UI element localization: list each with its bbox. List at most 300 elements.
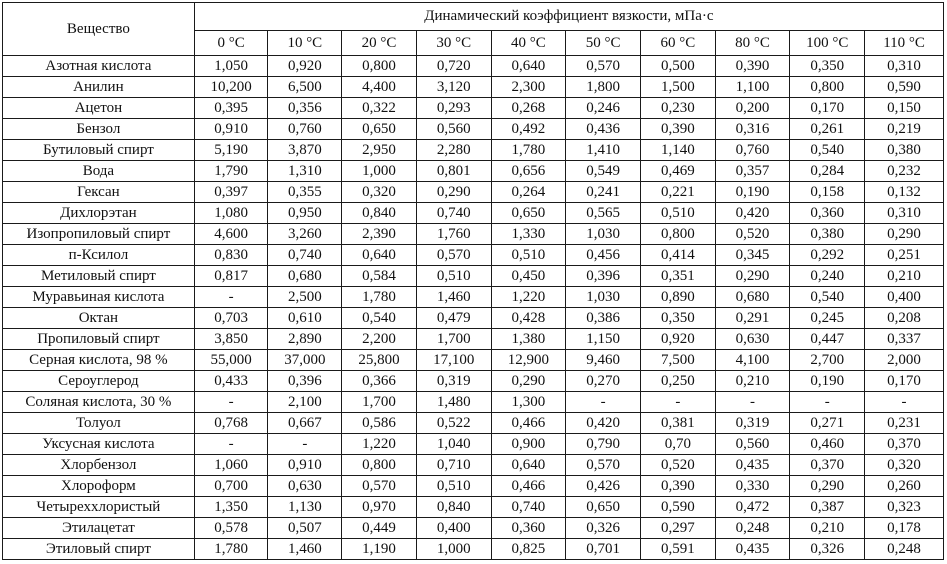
viscosity-value-cell: 2,100 — [268, 392, 342, 413]
substance-name-cell: п-Ксилол — [3, 245, 195, 266]
viscosity-value-cell: 0,390 — [640, 476, 715, 497]
viscosity-value-cell: 5,190 — [194, 140, 268, 161]
table-row — [3, 182, 944, 203]
viscosity-value-cell: 4,400 — [342, 77, 417, 98]
viscosity-value-cell: 0,360 — [790, 203, 865, 224]
viscosity-value-cell: 0,260 — [865, 476, 944, 497]
viscosity-group-header: Динамический коэффициент вязкости, мПа·с — [194, 3, 943, 31]
viscosity-value-cell: 1,000 — [342, 161, 417, 182]
viscosity-value-cell: 0,920 — [268, 56, 342, 77]
viscosity-value-cell: - — [640, 392, 715, 413]
table-row — [3, 392, 944, 413]
viscosity-value-cell: 0,591 — [640, 539, 715, 560]
viscosity-value-cell: 0,800 — [342, 56, 417, 77]
viscosity-value-cell: 1,000 — [416, 539, 491, 560]
viscosity-value-cell: 0,250 — [640, 371, 715, 392]
viscosity-value-cell: 0,290 — [715, 266, 790, 287]
viscosity-value-cell: 0,650 — [566, 497, 641, 518]
viscosity-value-cell: 0,825 — [491, 539, 566, 560]
viscosity-value-cell: 1,220 — [342, 434, 417, 455]
viscosity-value-cell: 0,351 — [640, 266, 715, 287]
viscosity-value-cell: 1,190 — [342, 539, 417, 560]
viscosity-value-cell: 0,650 — [491, 203, 566, 224]
viscosity-value-cell: 0,264 — [491, 182, 566, 203]
viscosity-value-cell: 0,337 — [865, 329, 944, 350]
viscosity-value-cell: 3,850 — [194, 329, 268, 350]
substance-name-cell: Толуол — [3, 413, 195, 434]
viscosity-value-cell: 0,680 — [715, 287, 790, 308]
viscosity-value-cell: 0,449 — [342, 518, 417, 539]
viscosity-value-cell: 0,356 — [268, 98, 342, 119]
table-row — [3, 140, 944, 161]
viscosity-value-cell: 2,890 — [268, 329, 342, 350]
viscosity-value-cell: 0,370 — [790, 455, 865, 476]
viscosity-value-cell: 0,760 — [268, 119, 342, 140]
substance-name-cell: Соляная кислота, 30 % — [3, 392, 195, 413]
viscosity-value-cell: 0,320 — [342, 182, 417, 203]
viscosity-value-cell: 2,950 — [342, 140, 417, 161]
viscosity-value-cell: 1,380 — [491, 329, 566, 350]
viscosity-value-cell: - — [790, 392, 865, 413]
viscosity-value-cell: 0,366 — [342, 371, 417, 392]
viscosity-value-cell: 0,290 — [865, 224, 944, 245]
viscosity-value-cell: 1,700 — [416, 329, 491, 350]
viscosity-value-cell: 0,219 — [865, 119, 944, 140]
viscosity-value-cell: 2,500 — [268, 287, 342, 308]
viscosity-value-cell: 0,586 — [342, 413, 417, 434]
viscosity-value-cell: 3,120 — [416, 77, 491, 98]
viscosity-value-cell: 0,290 — [491, 371, 566, 392]
viscosity-value-cell: 0,70 — [640, 434, 715, 455]
viscosity-value-cell: 0,170 — [865, 371, 944, 392]
viscosity-value-cell: - — [194, 287, 268, 308]
temperature-column-header: 0 °C — [194, 31, 268, 56]
viscosity-value-cell: 0,800 — [790, 77, 865, 98]
viscosity-value-cell: 0,840 — [342, 203, 417, 224]
viscosity-value-cell: 1,150 — [566, 329, 641, 350]
viscosity-value-cell: 37,000 — [268, 350, 342, 371]
viscosity-value-cell: 0,293 — [416, 98, 491, 119]
substance-name-cell: Уксусная кислота — [3, 434, 195, 455]
viscosity-value-cell: 0,768 — [194, 413, 268, 434]
viscosity-value-cell: 0,355 — [268, 182, 342, 203]
viscosity-value-cell: 1,460 — [268, 539, 342, 560]
table-row — [3, 56, 944, 77]
viscosity-table-container — [2, 2, 944, 560]
viscosity-value-cell: 0,510 — [491, 245, 566, 266]
table-row — [3, 434, 944, 455]
viscosity-value-cell: 2,300 — [491, 77, 566, 98]
viscosity-value-cell: 0,492 — [491, 119, 566, 140]
table-row — [3, 245, 944, 266]
table-header — [3, 3, 944, 56]
viscosity-value-cell: 0,261 — [790, 119, 865, 140]
substance-name-cell: Муравьиная кислота — [3, 287, 195, 308]
viscosity-value-cell: 0,460 — [790, 434, 865, 455]
substance-name-cell: Метиловый спирт — [3, 266, 195, 287]
temperature-column-header: 10 °C — [268, 31, 342, 56]
table-row — [3, 497, 944, 518]
temperature-column-header: 80 °C — [715, 31, 790, 56]
viscosity-value-cell: 0,590 — [640, 497, 715, 518]
viscosity-value-cell: 0,710 — [416, 455, 491, 476]
viscosity-value-cell: 0,271 — [790, 413, 865, 434]
viscosity-value-cell: 0,395 — [194, 98, 268, 119]
viscosity-value-cell: 10,200 — [194, 77, 268, 98]
viscosity-value-cell: 0,322 — [342, 98, 417, 119]
viscosity-value-cell: 0,230 — [640, 98, 715, 119]
viscosity-value-cell: 0,360 — [491, 518, 566, 539]
substance-name-cell: Гексан — [3, 182, 195, 203]
viscosity-value-cell: 0,210 — [715, 371, 790, 392]
viscosity-value-cell: 0,510 — [416, 476, 491, 497]
viscosity-value-cell: 0,150 — [865, 98, 944, 119]
substance-name-cell: Ацетон — [3, 98, 195, 119]
viscosity-value-cell: 0,396 — [268, 371, 342, 392]
substance-name-cell: Азотная кислота — [3, 56, 195, 77]
viscosity-value-cell: 0,270 — [566, 371, 641, 392]
viscosity-value-cell: 0,210 — [865, 266, 944, 287]
viscosity-value-cell: 2,280 — [416, 140, 491, 161]
viscosity-value-cell: 0,472 — [715, 497, 790, 518]
viscosity-value-cell: 0,370 — [865, 434, 944, 455]
viscosity-value-cell: 0,510 — [640, 203, 715, 224]
viscosity-value-cell: 0,466 — [491, 476, 566, 497]
viscosity-value-cell: 1,040 — [416, 434, 491, 455]
viscosity-value-cell: 0,790 — [566, 434, 641, 455]
table-body — [3, 56, 944, 560]
viscosity-value-cell: 0,817 — [194, 266, 268, 287]
viscosity-value-cell: 0,170 — [790, 98, 865, 119]
viscosity-value-cell: 0,801 — [416, 161, 491, 182]
viscosity-value-cell: 0,590 — [865, 77, 944, 98]
viscosity-value-cell: 0,570 — [566, 56, 641, 77]
viscosity-value-cell: - — [566, 392, 641, 413]
viscosity-value-cell: 0,297 — [640, 518, 715, 539]
viscosity-value-cell: - — [865, 392, 944, 413]
viscosity-value-cell: 0,740 — [268, 245, 342, 266]
viscosity-value-cell: 0,400 — [865, 287, 944, 308]
viscosity-value-cell: 1,700 — [342, 392, 417, 413]
substance-name-cell: Изопропиловый спирт — [3, 224, 195, 245]
viscosity-value-cell: 0,800 — [342, 455, 417, 476]
substance-name-cell: Пропиловый спирт — [3, 329, 195, 350]
viscosity-value-cell: 0,910 — [268, 455, 342, 476]
viscosity-value-cell: 0,522 — [416, 413, 491, 434]
viscosity-value-cell: 0,326 — [566, 518, 641, 539]
viscosity-value-cell: 25,800 — [342, 350, 417, 371]
viscosity-value-cell: 2,200 — [342, 329, 417, 350]
substance-name-cell: Сероуглерод — [3, 371, 195, 392]
viscosity-value-cell: 0,560 — [715, 434, 790, 455]
viscosity-value-cell: 0,565 — [566, 203, 641, 224]
viscosity-value-cell: 1,310 — [268, 161, 342, 182]
viscosity-value-cell: 0,381 — [640, 413, 715, 434]
viscosity-value-cell: - — [194, 434, 268, 455]
viscosity-value-cell: 0,830 — [194, 245, 268, 266]
viscosity-value-cell: 0,232 — [865, 161, 944, 182]
viscosity-value-cell: 0,433 — [194, 371, 268, 392]
viscosity-value-cell: 0,221 — [640, 182, 715, 203]
table-row — [3, 119, 944, 140]
viscosity-table — [2, 2, 944, 560]
temperature-column-header: 30 °C — [416, 31, 491, 56]
viscosity-value-cell: 0,319 — [715, 413, 790, 434]
viscosity-value-cell: 0,500 — [640, 56, 715, 77]
table-row — [3, 203, 944, 224]
viscosity-value-cell: 1,030 — [566, 287, 641, 308]
viscosity-value-cell: 0,320 — [865, 455, 944, 476]
viscosity-value-cell: 55,000 — [194, 350, 268, 371]
viscosity-value-cell: 0,540 — [790, 140, 865, 161]
substance-column-header: Вещество — [3, 3, 195, 56]
viscosity-value-cell: 6,500 — [268, 77, 342, 98]
temperature-column-header: 50 °C — [566, 31, 641, 56]
viscosity-value-cell: 0,466 — [491, 413, 566, 434]
viscosity-value-cell: 0,310 — [865, 56, 944, 77]
viscosity-value-cell: 0,319 — [416, 371, 491, 392]
viscosity-value-cell: 0,245 — [790, 308, 865, 329]
viscosity-value-cell: 0,386 — [566, 308, 641, 329]
table-row — [3, 350, 944, 371]
table-row — [3, 224, 944, 245]
table-row — [3, 371, 944, 392]
viscosity-value-cell: 0,241 — [566, 182, 641, 203]
viscosity-value-cell: 1,480 — [416, 392, 491, 413]
viscosity-value-cell: 0,326 — [790, 539, 865, 560]
viscosity-value-cell: 1,220 — [491, 287, 566, 308]
viscosity-value-cell: 0,400 — [416, 518, 491, 539]
viscosity-value-cell: 0,570 — [566, 455, 641, 476]
viscosity-value-cell: 12,900 — [491, 350, 566, 371]
temperature-column-header: 110 °C — [865, 31, 944, 56]
viscosity-value-cell: 0,158 — [790, 182, 865, 203]
viscosity-value-cell: 1,050 — [194, 56, 268, 77]
viscosity-value-cell: 0,700 — [194, 476, 268, 497]
viscosity-value-cell: 0,350 — [790, 56, 865, 77]
viscosity-value-cell: 1,790 — [194, 161, 268, 182]
viscosity-value-cell: 0,630 — [715, 329, 790, 350]
viscosity-value-cell: 0,426 — [566, 476, 641, 497]
viscosity-value-cell: 0,560 — [416, 119, 491, 140]
viscosity-value-cell: 0,479 — [416, 308, 491, 329]
viscosity-value-cell: 0,316 — [715, 119, 790, 140]
viscosity-value-cell: - — [194, 392, 268, 413]
temperature-column-header: 40 °C — [491, 31, 566, 56]
viscosity-value-cell: 0,350 — [640, 308, 715, 329]
viscosity-value-cell: 0,190 — [715, 182, 790, 203]
viscosity-value-cell: 0,520 — [640, 455, 715, 476]
viscosity-value-cell: 0,290 — [416, 182, 491, 203]
substance-name-cell: Этиловый спирт — [3, 539, 195, 560]
viscosity-value-cell: 0,680 — [268, 266, 342, 287]
viscosity-value-cell: 0,540 — [342, 308, 417, 329]
viscosity-value-cell: 0,396 — [566, 266, 641, 287]
viscosity-value-cell: 0,420 — [566, 413, 641, 434]
viscosity-value-cell: 0,357 — [715, 161, 790, 182]
viscosity-value-cell: 0,970 — [342, 497, 417, 518]
viscosity-value-cell: 7,500 — [640, 350, 715, 371]
viscosity-value-cell: 0,640 — [491, 455, 566, 476]
table-row — [3, 413, 944, 434]
substance-name-cell: Хлороформ — [3, 476, 195, 497]
viscosity-value-cell: 1,460 — [416, 287, 491, 308]
viscosity-value-cell: 0,510 — [416, 266, 491, 287]
substance-name-cell: Дихлорэтан — [3, 203, 195, 224]
viscosity-value-cell: 1,350 — [194, 497, 268, 518]
substance-name-cell: Октан — [3, 308, 195, 329]
viscosity-value-cell: 0,800 — [640, 224, 715, 245]
viscosity-value-cell: 0,387 — [790, 497, 865, 518]
viscosity-value-cell: 0,414 — [640, 245, 715, 266]
viscosity-value-cell: 0,890 — [640, 287, 715, 308]
viscosity-value-cell: 1,780 — [491, 140, 566, 161]
substance-name-cell: Вода — [3, 161, 195, 182]
viscosity-value-cell: 1,780 — [342, 287, 417, 308]
viscosity-value-cell: 0,760 — [715, 140, 790, 161]
table-row — [3, 287, 944, 308]
viscosity-value-cell: 1,030 — [566, 224, 641, 245]
viscosity-value-cell: 0,132 — [865, 182, 944, 203]
viscosity-value-cell: 3,260 — [268, 224, 342, 245]
viscosity-value-cell: 0,507 — [268, 518, 342, 539]
viscosity-value-cell: 0,840 — [416, 497, 491, 518]
viscosity-value-cell: 0,190 — [790, 371, 865, 392]
substance-name-cell: Хлорбензол — [3, 455, 195, 476]
viscosity-value-cell: 0,630 — [268, 476, 342, 497]
viscosity-value-cell: 0,246 — [566, 98, 641, 119]
table-row — [3, 266, 944, 287]
viscosity-value-cell: 0,397 — [194, 182, 268, 203]
viscosity-value-cell: 0,910 — [194, 119, 268, 140]
table-row — [3, 308, 944, 329]
table-row — [3, 539, 944, 560]
viscosity-value-cell: 1,760 — [416, 224, 491, 245]
viscosity-value-cell: 0,435 — [715, 455, 790, 476]
viscosity-value-cell: 0,656 — [491, 161, 566, 182]
viscosity-value-cell: 1,780 — [194, 539, 268, 560]
table-row — [3, 518, 944, 539]
viscosity-value-cell: 0,584 — [342, 266, 417, 287]
viscosity-value-cell: 0,428 — [491, 308, 566, 329]
viscosity-value-cell: 0,291 — [715, 308, 790, 329]
viscosity-value-cell: 0,330 — [715, 476, 790, 497]
viscosity-value-cell: 0,640 — [342, 245, 417, 266]
viscosity-value-cell: 2,000 — [865, 350, 944, 371]
temperature-column-header: 100 °C — [790, 31, 865, 56]
viscosity-value-cell: 2,700 — [790, 350, 865, 371]
viscosity-value-cell: 3,870 — [268, 140, 342, 161]
viscosity-value-cell: 0,345 — [715, 245, 790, 266]
viscosity-value-cell: 0,640 — [491, 56, 566, 77]
viscosity-value-cell: 0,248 — [865, 539, 944, 560]
viscosity-value-cell: 0,251 — [865, 245, 944, 266]
viscosity-value-cell: 0,420 — [715, 203, 790, 224]
viscosity-value-cell: 0,950 — [268, 203, 342, 224]
viscosity-value-cell: 0,540 — [790, 287, 865, 308]
viscosity-value-cell: 1,100 — [715, 77, 790, 98]
table-row — [3, 476, 944, 497]
viscosity-value-cell: 1,300 — [491, 392, 566, 413]
viscosity-value-cell: 0,667 — [268, 413, 342, 434]
viscosity-value-cell: 4,600 — [194, 224, 268, 245]
viscosity-value-cell: 1,500 — [640, 77, 715, 98]
viscosity-value-cell: - — [268, 434, 342, 455]
viscosity-value-cell: 0,390 — [715, 56, 790, 77]
viscosity-value-cell: 17,100 — [416, 350, 491, 371]
viscosity-value-cell: 0,650 — [342, 119, 417, 140]
viscosity-value-cell: 1,330 — [491, 224, 566, 245]
substance-name-cell: Бутиловый спирт — [3, 140, 195, 161]
viscosity-value-cell: 0,178 — [865, 518, 944, 539]
viscosity-value-cell: 0,740 — [491, 497, 566, 518]
viscosity-value-cell: 0,380 — [790, 224, 865, 245]
viscosity-value-cell: 0,248 — [715, 518, 790, 539]
substance-name-cell: Этилацетат — [3, 518, 195, 539]
viscosity-value-cell: 0,549 — [566, 161, 641, 182]
table-row — [3, 77, 944, 98]
viscosity-value-cell: 0,208 — [865, 308, 944, 329]
viscosity-value-cell: 9,460 — [566, 350, 641, 371]
viscosity-value-cell: 0,578 — [194, 518, 268, 539]
viscosity-value-cell: 0,900 — [491, 434, 566, 455]
viscosity-value-cell: 0,920 — [640, 329, 715, 350]
viscosity-value-cell: 0,210 — [790, 518, 865, 539]
viscosity-value-cell: 0,450 — [491, 266, 566, 287]
viscosity-value-cell: 2,390 — [342, 224, 417, 245]
viscosity-value-cell: 0,323 — [865, 497, 944, 518]
viscosity-value-cell: 4,100 — [715, 350, 790, 371]
viscosity-value-cell: 1,410 — [566, 140, 641, 161]
viscosity-value-cell: 0,284 — [790, 161, 865, 182]
table-row — [3, 98, 944, 119]
viscosity-value-cell: 0,390 — [640, 119, 715, 140]
viscosity-value-cell: 1,140 — [640, 140, 715, 161]
viscosity-value-cell: 1,060 — [194, 455, 268, 476]
viscosity-value-cell: 0,290 — [790, 476, 865, 497]
substance-name-cell: Серная кислота, 98 % — [3, 350, 195, 371]
viscosity-value-cell: 1,080 — [194, 203, 268, 224]
table-row — [3, 161, 944, 182]
viscosity-value-cell: 1,130 — [268, 497, 342, 518]
viscosity-value-cell: - — [715, 392, 790, 413]
viscosity-value-cell: 0,436 — [566, 119, 641, 140]
viscosity-value-cell: 0,703 — [194, 308, 268, 329]
viscosity-value-cell: 0,310 — [865, 203, 944, 224]
substance-name-cell: Анилин — [3, 77, 195, 98]
viscosity-value-cell: 0,469 — [640, 161, 715, 182]
table-row — [3, 329, 944, 350]
substance-name-cell: Бензол — [3, 119, 195, 140]
viscosity-value-cell: 1,800 — [566, 77, 641, 98]
substance-name-cell: Четыреххлористый — [3, 497, 195, 518]
temperature-column-header: 60 °C — [640, 31, 715, 56]
viscosity-value-cell: 0,200 — [715, 98, 790, 119]
viscosity-value-cell: 0,380 — [865, 140, 944, 161]
viscosity-value-cell: 0,435 — [715, 539, 790, 560]
viscosity-value-cell: 0,740 — [416, 203, 491, 224]
viscosity-value-cell: 0,447 — [790, 329, 865, 350]
temperature-column-header: 20 °C — [342, 31, 417, 56]
viscosity-value-cell: 0,570 — [416, 245, 491, 266]
viscosity-value-cell: 0,456 — [566, 245, 641, 266]
table-row — [3, 455, 944, 476]
viscosity-value-cell: 0,240 — [790, 266, 865, 287]
viscosity-value-cell: 0,610 — [268, 308, 342, 329]
viscosity-value-cell: 0,701 — [566, 539, 641, 560]
viscosity-value-cell: 0,292 — [790, 245, 865, 266]
viscosity-value-cell: 0,231 — [865, 413, 944, 434]
